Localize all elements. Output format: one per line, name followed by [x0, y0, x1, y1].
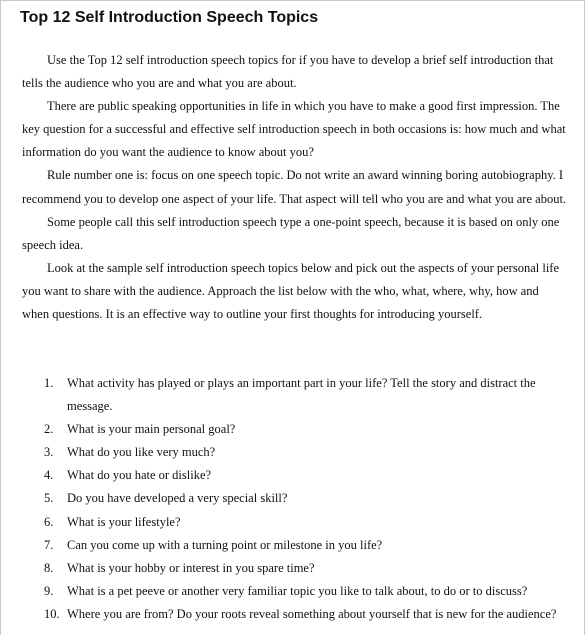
list-item-number: 10. — [44, 606, 60, 621]
list-item-number: 6. — [44, 514, 54, 529]
paragraph: Use the Top 12 self introduction speech topics for if you have to develop a brief self introduction that tells the audience who you are and what you are about. — [22, 53, 554, 91]
list-item-text: What do you like very much? — [67, 445, 216, 460]
paragraph: There are public speaking opportunities in life in which you have to make a good first impression. The key question for a successful and effective self introduction speech in both occasions is: how much and what information do you want the audience to know about you? — [22, 99, 566, 160]
page-title: Top 12 Self Introduction Speech Topics — [20, 9, 319, 26]
list-item-text: Do you have developed a very special skill? — [67, 491, 288, 506]
list-item — [22, 511, 567, 534]
list-item-text: What is your hobby or interest in you spare time? — [67, 560, 315, 575]
list-item-text: What is a pet peeve or another very familiar topic you like to talk about, to do or to discuss? — [67, 583, 528, 598]
list-item — [22, 441, 567, 464]
list-item-text: What is your main personal goal? — [67, 422, 236, 437]
list-item-number: 8. — [44, 560, 54, 575]
list-item — [22, 464, 567, 487]
list-item-text: What activity has played or plays an important part in your life? Tell the story and distract the message. — [67, 376, 536, 414]
list-item-text: Can you come up with a turning point or milestone in you life? — [67, 537, 383, 552]
list-item — [22, 534, 567, 557]
list-item-number: 9. — [44, 583, 54, 598]
list-item-number: 4. — [44, 468, 54, 483]
list-item — [22, 557, 567, 580]
paragraph: Rule number one is: focus on one speech topic. Do not write an award winning boring autobiography. I recommend you to develop one aspect of your life. That aspect will tell who you are and what you are about. — [22, 168, 567, 206]
list-item-number: 2. — [44, 422, 54, 437]
list-item-text: What do you hate or dislike? — [67, 468, 212, 483]
list-item-number: 1. — [44, 376, 54, 390]
list-item-number: 5. — [44, 491, 54, 506]
list-item — [22, 487, 567, 510]
list-item — [22, 372, 567, 418]
topic-list — [22, 372, 567, 626]
list-item — [22, 580, 567, 603]
list-item-number: 3. — [44, 445, 54, 460]
list-item-text: What is your lifestyle? — [67, 514, 181, 529]
paragraph: Some people call this self introduction speech type a one-point speech, because it is based on only one speech idea. — [22, 214, 560, 252]
list-item-number: 7. — [44, 537, 54, 552]
list-item — [22, 418, 567, 441]
list-item-text: Where you are from? Do your roots reveal something about yourself that is new for the audience? — [67, 606, 557, 621]
intro-text — [22, 49, 567, 326]
paragraph: Look at the sample self introduction speech topics below and pick out the aspects of your personal life you want to share with the audience. Approach the list below with the who, what, where, why, how and when questions. It is an effective way to outline your first thoughts for introducing yourself. — [22, 260, 560, 322]
list-item — [22, 603, 567, 626]
